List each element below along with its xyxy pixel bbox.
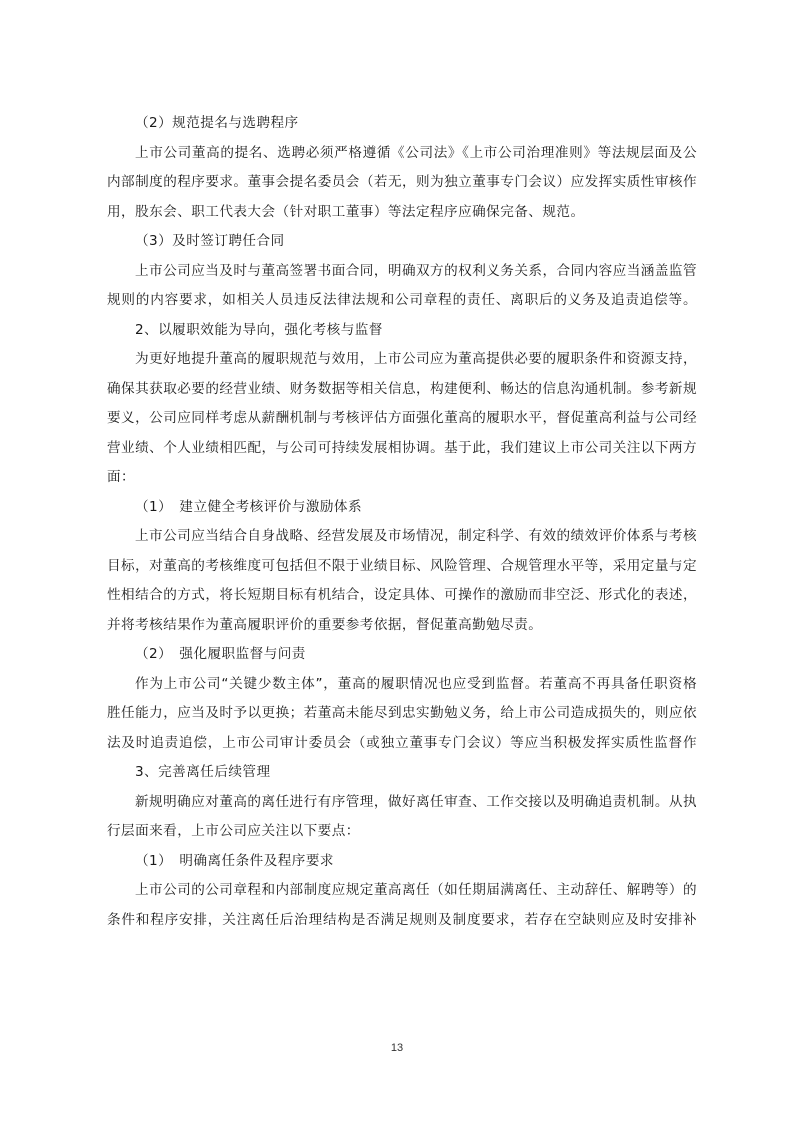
text-line: （2）规范提名与选聘程序 bbox=[135, 115, 299, 131]
text-line: 3、完善离任后续管理 bbox=[135, 764, 271, 780]
text-line: 用，股东会、职工代表大会（针对职工董事）等法定程序应确保完备、规范。 bbox=[107, 203, 585, 220]
text-line: （3）及时签订聘任合同 bbox=[135, 233, 285, 249]
text-line: 性相结合的方式，将长短期目标有机结合，设定具体、可操作的激励而非空泛、形式化的表述， bbox=[107, 587, 697, 603]
text-line: 胜任能力，应当及时予以更换；若董高未能尽到忠实勤勉义务，给上市公司造成损失的，则应依 bbox=[107, 705, 697, 721]
text-line: 上市公司的公司章程和内部制度应规定董高离任（如任期届满离任、主动辞任、解聘等）的 bbox=[135, 882, 697, 898]
text-line: 2、以履职效能为导向，强化考核与监督 bbox=[135, 321, 383, 338]
text-line: 新规明确应对董高的离任进行有序管理，做好离任审查、工作交接以及明确追责机制。从执 bbox=[135, 793, 697, 810]
text-line: 内部制度的程序要求。董事会提名委员会（若无，则为独立董事专门会议）应发挥实质性审核作 bbox=[107, 174, 697, 190]
text-line: 上市公司董高的提名、选聘必须严格遵循《公司法》《上市公司治理准则》等法规层面及公 bbox=[135, 144, 697, 161]
text-line: 作为上市公司“关键少数主体”，董高的履职情况也应受到监督。若董高不再具备任职资格 bbox=[135, 675, 697, 692]
text-line: 行层面来看，上市公司应关注以下要点： bbox=[107, 823, 360, 839]
text-line: 条件和程序安排，关注离任后治理结构是否满足规则及制度要求，若存在空缺则应及时安排补 bbox=[107, 911, 697, 928]
text-line: 并将考核结果作为董高履职评价的重要参考依据，督促董高勤勉尽责。 bbox=[107, 616, 543, 633]
text-line: （2） 强化履职监督与问责 bbox=[135, 646, 306, 662]
text-line: 目标，对董高的考核维度可包括但不限于业绩目标、风险管理、合规管理水平等，采用定量与定 bbox=[107, 557, 697, 574]
document-body bbox=[107, 109, 697, 935]
text-line: 面： bbox=[107, 469, 136, 485]
text-line: 上市公司应当结合自身战略、经营发展及市场情况，制定科学、有效的绩效评价体系与考核 bbox=[135, 528, 697, 544]
text-line: 为更好地提升董高的履职规范与效用，上市公司应为董高提供必要的履职条件和资源支持， bbox=[135, 351, 697, 367]
text-line: 法及时追责追偿，上市公司审计委员会（或独立董事专门会议）等应当积极发挥实质性监督作 bbox=[107, 734, 697, 751]
text-line: 规则的内容要求，如相关人员违反法律法规和公司章程的责任、离职后的义务及追责追偿等。 bbox=[107, 292, 697, 308]
text-line: 确保其获取必要的经营业绩、财务数据等相关信息，构建便利、畅达的信息沟通机制。参考新规 bbox=[107, 380, 697, 397]
text-line: 上市公司应当及时与董高签署书面合同，明确双方的权利义务关系，合同内容应当涵盖监管 bbox=[135, 262, 697, 279]
text-line: 要义，公司应同样考虑从薪酬机制与考核评估方面强化董高的履职水平，督促董高利益与公司经 bbox=[107, 410, 697, 426]
text-line: （1） 明确离任条件及程序要求 bbox=[135, 852, 334, 869]
text-line: （1） 建立健全考核评价与激励体系 bbox=[135, 498, 362, 515]
page-number: 13 bbox=[390, 1042, 404, 1054]
text-line: 营业绩、个人业绩相匹配，与公司可持续发展相协调。基于此，我们建议上市公司关注以下两方 bbox=[107, 439, 697, 456]
